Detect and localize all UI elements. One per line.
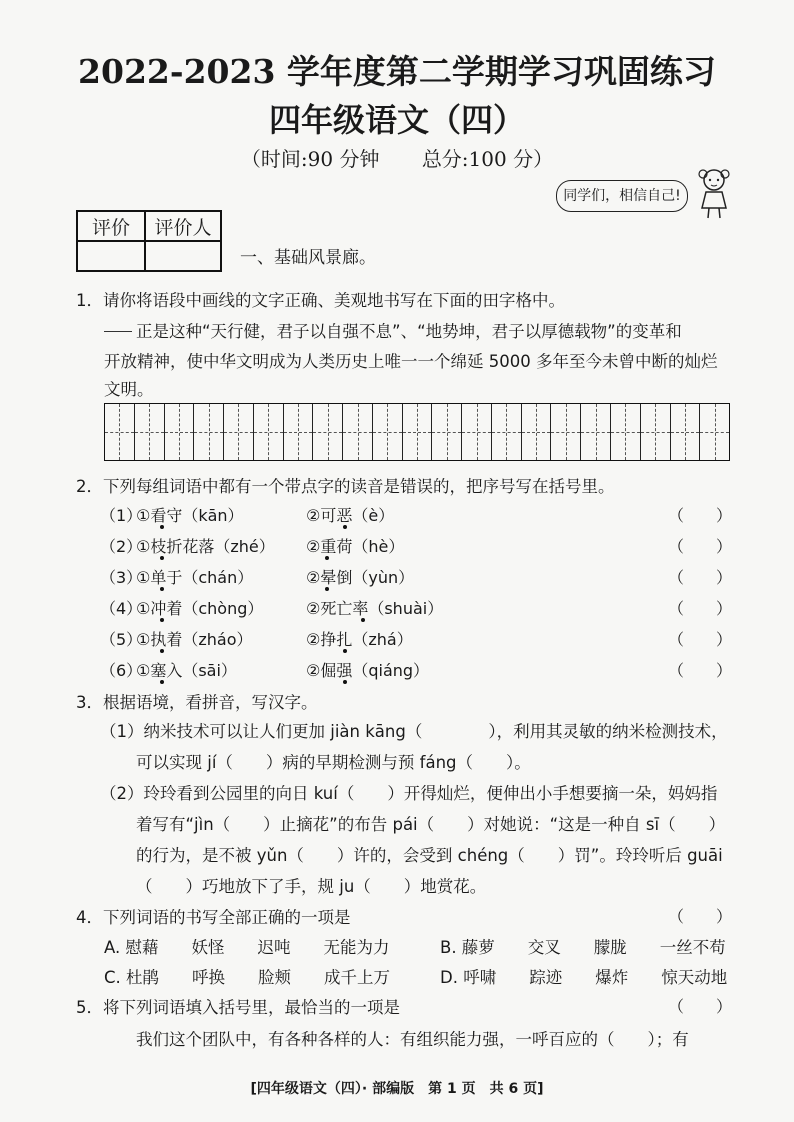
- emphasis-dot: [343, 525, 347, 529]
- page-footer: [四年级语文（四）· 部编版 第 1 页 共 6 页]: [250, 1081, 544, 1097]
- grid-cell[interactable]: [135, 404, 165, 460]
- slogan-bubble: 同学们，相信自己!: [556, 180, 688, 212]
- grid-cell[interactable]: [165, 404, 195, 460]
- emphasis-dot: [325, 556, 329, 560]
- grid-cell[interactable]: [224, 404, 254, 460]
- grid-cell[interactable]: [581, 404, 611, 460]
- question-3-p2-line-3: 的行为，是不被 yǔn（ ）许的，会受到 chéng（ ）罚”。玲玲听后 guāi: [136, 846, 723, 865]
- exam-time-score: [0, 143, 794, 172]
- grid-cell[interactable]: [194, 404, 224, 460]
- grid-cell[interactable]: [403, 404, 433, 460]
- grid-cell[interactable]: [700, 404, 729, 460]
- question-5-answer[interactable]: （ ）: [668, 997, 733, 1016]
- question-1-text-line-1: 正是这种“天行健，君子以自强不息”、“地势坤，君子以厚德载物”的变革和: [136, 322, 682, 341]
- question-4-option-d: D. 呼啸 踪迹 爆炸 惊天动地: [440, 968, 728, 987]
- grid-cell[interactable]: [522, 404, 552, 460]
- grid-cell[interactable]: [671, 404, 701, 460]
- q2-row-3-answer[interactable]: （ ）: [668, 568, 733, 587]
- grid-cell[interactable]: [492, 404, 522, 460]
- grid-cell[interactable]: [284, 404, 314, 460]
- evaluation-table: [76, 210, 222, 272]
- evaluation-cell[interactable]: [77, 241, 145, 271]
- q2-row-1-a: ①看守（kān）: [136, 506, 244, 525]
- emphasis-dot: [160, 556, 164, 560]
- question-4-option-b: B. 藤萝 交叉 朦胧 一丝不苟: [440, 938, 726, 957]
- emphasis-dot: [343, 649, 347, 653]
- exam-title: 2022-2023 学年度第二学期学习巩固练习: [78, 52, 716, 91]
- q2-row-6-b: ②倔强（qiáng）: [306, 661, 430, 680]
- evaluator-cell[interactable]: [145, 241, 221, 271]
- emphasis-dot: [343, 680, 347, 684]
- question-1-text-line-2: 开放精神，使中华文明成为人类历史上唯一一个绵延 5000 多年至今未曾中断的灿烂: [104, 352, 718, 371]
- grid-cell[interactable]: [432, 404, 462, 460]
- question-4-option-a: A. 慰藉 妖怪 迟吨 无能为力: [104, 938, 390, 957]
- q2-row-2-answer[interactable]: （ ）: [668, 537, 733, 556]
- q2-row-5-num: （5）: [100, 630, 143, 649]
- q2-row-2-a: ①枝折花落（zhé）: [136, 537, 275, 556]
- q2-row-1-num: （1）: [100, 506, 143, 525]
- q2-row-5-b: ②挣扎（zhá）: [306, 630, 413, 649]
- grid-cell[interactable]: [611, 404, 641, 460]
- cartoon-girl-icon: [694, 166, 734, 220]
- q2-row-4-answer[interactable]: （ ）: [668, 599, 733, 618]
- q2-row-2-num: （2）: [100, 537, 143, 556]
- grid-cell[interactable]: [551, 404, 581, 460]
- question-4-option-c: C. 杜鹃 呼换 脸颊 成千上万: [104, 968, 391, 987]
- emphasis-dot: [160, 618, 164, 622]
- question-5-prompt: 5．将下列词语填入括号里，最恰当的一项是: [76, 998, 400, 1017]
- question-1-text-line-3: 文明。: [104, 380, 154, 399]
- q2-row-5-answer[interactable]: （ ）: [668, 630, 733, 649]
- grid-cell[interactable]: [343, 404, 373, 460]
- question-3-p1-line-2: 可以实现 jí（ ）病的早期检测与预 fáng（ ）。: [136, 753, 531, 772]
- evaluation-header: 评价: [77, 211, 145, 241]
- grid-cell[interactable]: [254, 404, 284, 460]
- q2-row-5-a: ①执着（zháo）: [136, 630, 253, 649]
- writing-grid[interactable]: [104, 403, 730, 461]
- q2-row-3-a: ①单于（chán）: [136, 568, 254, 587]
- exam-time: （时间:90 分钟: [240, 147, 380, 171]
- question-5-text-line-1: 我们这个团队中，有各种各样的人：有组织能力强，一呼百应的（ ）；有: [136, 1030, 689, 1049]
- q2-row-6-num: （6）: [100, 661, 143, 680]
- question-3-p1-line-1: （1）纳米技术可以让人们更加 jiàn kāng（ ），利用其灵敏的纳米检测技术，: [100, 722, 728, 741]
- question-2-prompt: 2．下列每组词语中都有一个带点字的读音是错误的，把序号写在括号里。: [76, 477, 615, 496]
- q2-row-3-b: ②晕倒（yùn）: [306, 568, 415, 587]
- q2-row-1-b: ②可恶（è）: [306, 506, 395, 525]
- grid-cell[interactable]: [313, 404, 343, 460]
- exam-score: 总分:100 分）: [421, 147, 554, 171]
- emphasis-dot: [160, 525, 164, 529]
- q2-row-6-answer[interactable]: （ ）: [668, 661, 733, 680]
- q2-row-6-a: ①塞入（sāi）: [136, 661, 237, 680]
- question-4-prompt: 4．下列词语的书写全部正确的一项是: [76, 908, 351, 927]
- grid-cell[interactable]: [373, 404, 403, 460]
- section-title: 一、基础风景廊。: [240, 248, 376, 268]
- q2-row-4-num: （4）: [100, 599, 143, 618]
- q2-row-3-num: （3）: [100, 568, 143, 587]
- exam-subtitle: 四年级语文（四）: [268, 101, 525, 139]
- emphasis-dot: [325, 587, 329, 591]
- emphasis-dot: [160, 649, 164, 653]
- question-3-p2-line-2: 着写有“jìn（ ）止摘花”的布告 pái（ ）对她说：“这是一种自 sī（ ）: [136, 815, 726, 834]
- question-3-prompt: 3．根据语境，看拼音，写汉字。: [76, 693, 318, 712]
- emphasis-dot: [160, 587, 164, 591]
- q2-row-2-b: ②重荷（hè）: [306, 537, 405, 556]
- question-4-answer[interactable]: （ ）: [668, 907, 733, 926]
- question-1-prompt: 1．请你将语段中画线的文字正确、美观地书写在下面的田字格中。: [76, 291, 565, 310]
- q2-row-4-a: ①冲着（chòng）: [136, 599, 264, 618]
- q2-row-4-b: ②死亡率（shuài）: [306, 599, 444, 618]
- grid-cell[interactable]: [641, 404, 671, 460]
- question-3-p2-line-1: （2）玲玲看到公园里的向日 kuí（ ）开得灿烂，便伸出小手想要摘一朵，妈妈指: [100, 784, 718, 803]
- grid-cell[interactable]: [105, 404, 135, 460]
- question-3-p2-line-4: （ ）巧地放下了手，规 ju（ ）地赏花。: [136, 877, 487, 896]
- emphasis-dot: [160, 680, 164, 684]
- emphasis-dot: [361, 618, 365, 622]
- grid-cell[interactable]: [462, 404, 492, 460]
- evaluator-header: 评价人: [145, 211, 221, 241]
- q2-row-1-answer[interactable]: （ ）: [668, 506, 733, 525]
